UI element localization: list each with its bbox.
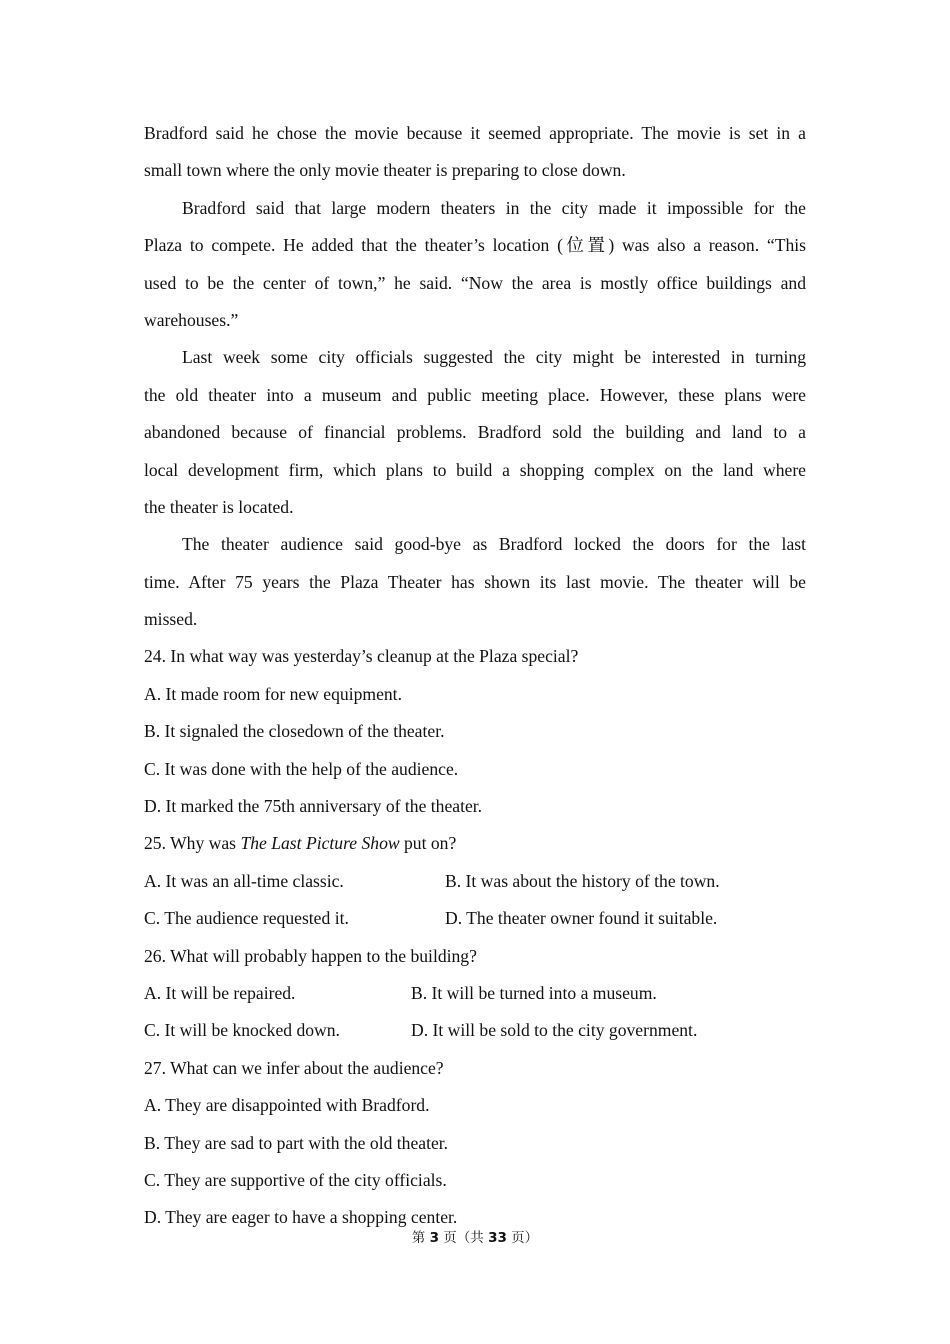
reading-passage [144,115,806,638]
movie-title: The Last Picture Show [240,833,400,854]
passage-line: abandoned because of financial problems. Bradford sold the building and land to a [144,422,806,443]
passage-line: Last week some city officials suggested the city might be interested in turning [182,347,806,368]
question-stem: 27. What can we infer about the audience? [144,1057,444,1078]
passage-line: small town where the only movie theater is preparing to close down. [144,160,626,181]
question-stem: 26. What will probably happen to the building? [144,945,477,966]
passage-line: warehouses.” [144,309,239,330]
option-a: A. It was an all-time classic. [144,870,344,891]
option-d: D. It will be sold to the city government. [411,1020,698,1041]
option-b: B. It was about the history of the town. [445,870,720,891]
question-24 [144,638,806,825]
option-b: B. It will be turned into a museum. [411,982,657,1003]
option-a: A. They are disappointed with Bradford. [144,1095,430,1116]
document-page [144,115,806,1237]
footer-suffix: 页） [506,1230,539,1246]
stem-prefix: 25. Why was [144,833,241,854]
question-26 [144,938,806,1050]
question-25 [144,825,806,937]
passage-line: the theater is located. [144,496,294,517]
passage-line: time. After 75 years the Plaza Theater has shown its last movie. The theater will be [144,571,806,592]
option-a: A. It will be repaired. [144,982,296,1003]
question-27 [144,1050,806,1237]
question-stem [144,825,806,862]
footer-prefix: 第 [411,1230,430,1246]
passage-line: Plaza to compete. He added that the theater’s location (位置) was also a reason. “This [144,235,806,256]
passage-line: used to be the center of town,” he said. “Now the area is mostly office buildings and [144,272,806,293]
option-c: C. The audience requested it. [144,908,349,929]
question-stem: 24. In what way was yesterday’s cleanup at the Plaza special? [144,646,579,667]
option-row [144,900,806,937]
stem-suffix: put on? [399,833,457,854]
page-footer [0,1226,950,1246]
option-a: A. It made room for new equipment. [144,683,402,704]
passage-line: the old theater into a museum and public meeting place. However, these plans were [144,384,806,405]
option-b: B. They are sad to part with the old theater. [144,1132,449,1153]
passage-line: Bradford said he chose the movie because it seemed appropriate. The movie is set in a [144,123,806,143]
option-d: D. The theater owner found it suitable. [445,908,718,929]
option-c: C. They are supportive of the city officials. [144,1169,447,1190]
option-row [144,863,806,900]
option-d: D. They are eager to have a shopping center. [144,1207,458,1228]
option-row [144,1012,806,1049]
footer-middle: 页（共 [439,1230,489,1246]
passage-line: The theater audience said good-bye as Bradford locked the doors for the last [182,534,806,555]
option-b: B. It signaled the closedown of the theater. [144,721,445,742]
passage-line: local development firm, which plans to build a shopping complex on the land where [144,459,806,480]
option-d: D. It marked the 75th anniversary of the theater. [144,796,483,817]
passage-line: missed. [144,609,198,630]
option-row [144,975,806,1012]
option-c: C. It was done with the help of the audience. [144,758,459,779]
passage-line: Bradford said that large modern theaters in the city made it impossible for the [182,197,806,218]
option-c: C. It will be knocked down. [144,1020,340,1041]
page-number: 3 [429,1230,439,1246]
page-total: 33 [488,1230,507,1246]
